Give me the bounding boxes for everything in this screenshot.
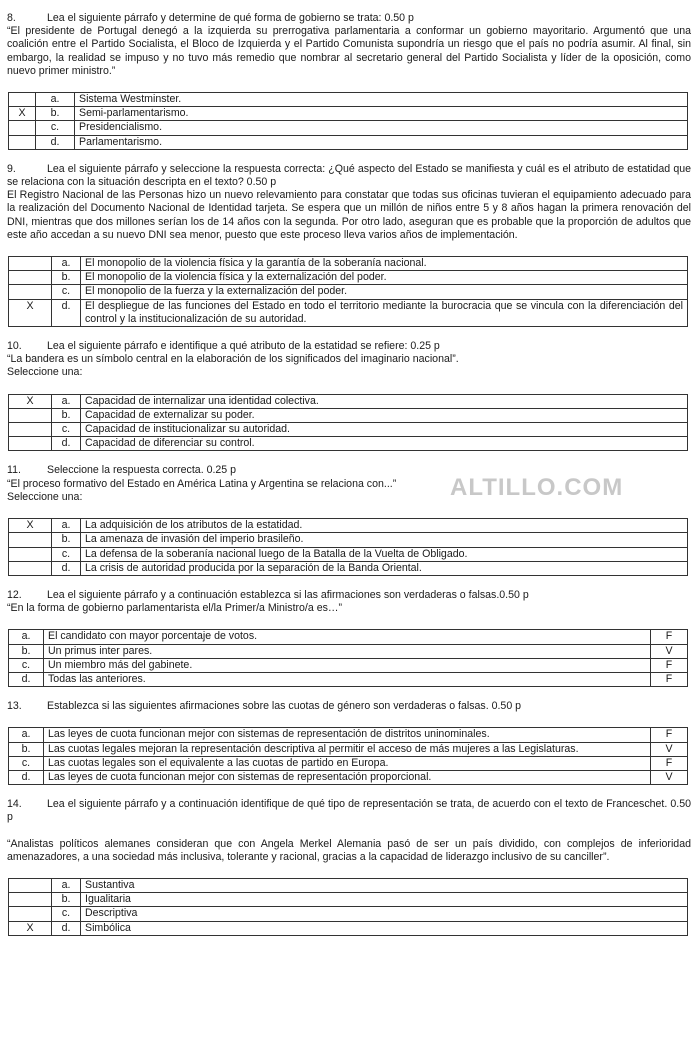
option-row [9, 408, 688, 422]
statement-row [9, 644, 688, 658]
option-row [9, 921, 688, 935]
option-letter: a. [52, 519, 81, 533]
option-row [9, 423, 688, 437]
option-text: Capacidad de diferenciar su control. [81, 437, 688, 451]
answer-mark [9, 408, 52, 422]
statement-row [9, 658, 688, 672]
true-false-mark: V [651, 742, 688, 756]
true-false-mark: V [651, 770, 688, 784]
statement-text: Un primus inter pares. [44, 644, 651, 658]
option-letter: c. [36, 121, 75, 135]
options-table [8, 92, 688, 150]
select-one-label: Seleccione una: [7, 490, 83, 503]
question-12 [7, 589, 691, 687]
answer-mark [9, 135, 36, 149]
answer-mark: X [9, 921, 52, 935]
option-text: La crisis de autoridad producida por la separación de la Banda Oriental. [81, 561, 688, 575]
answer-mark [9, 893, 52, 907]
option-row [9, 394, 688, 408]
option-row [9, 285, 688, 299]
true-false-mark: V [651, 644, 688, 658]
option-text: La defensa de la soberanía nacional luego de la Batalla de la Vuelta de Obligado. [81, 547, 688, 561]
option-text: Semi-parlamentarismo. [75, 107, 688, 121]
statement-row [9, 672, 688, 686]
question-9 [7, 163, 691, 327]
option-row [9, 533, 688, 547]
option-row [9, 519, 688, 533]
true-false-mark: F [651, 728, 688, 742]
option-text: Capacidad de internalizar una identidad colectiva. [81, 394, 688, 408]
statement-row [9, 756, 688, 770]
option-letter: a. [36, 93, 75, 107]
question-9-header [7, 163, 691, 189]
answer-mark [9, 547, 52, 561]
option-row [9, 547, 688, 561]
question-13-header [7, 700, 691, 713]
question-13 [7, 700, 691, 785]
true-false-table [8, 727, 688, 785]
question-prompt: Establezca si las siguientes afirmaciones sobre las cuotas de género son verdaderas o falsas. 0.50 p [47, 700, 522, 713]
statement-text: Las cuotas legales son el equivalente a las cuotas de partido en Europa. [44, 756, 651, 770]
statement-row [9, 770, 688, 784]
question-11-header [7, 464, 691, 477]
statement-row [9, 630, 688, 644]
question-text: “En la forma de gobierno parlamentarista el/la Primer/a Ministro/a es…” [7, 602, 343, 615]
answer-mark [9, 907, 52, 921]
option-text: Parlamentarismo. [75, 135, 688, 149]
answer-mark [9, 93, 36, 107]
statement-letter: b. [9, 644, 44, 658]
question-number: 10. [7, 340, 22, 353]
statement-letter: c. [9, 756, 44, 770]
statement-letter: b. [9, 742, 44, 756]
question-text: “El proceso formativo del Estado en América Latina y Argentina se relaciona con...” [7, 477, 397, 490]
statement-text: Todas las anteriores. [44, 672, 651, 686]
option-row [9, 878, 688, 892]
question-text: “Analistas políticos alemanes consideran que con Angela Merkel Alemania pasó de ser un país dividido, con complejos de inferioridad amenazadores, a una sociedad más inclusiva, tolerante y racional, gracias a la capacidad de liderazgo inclusivo de su canciller”. [7, 837, 691, 863]
option-text: Igualitaria [81, 893, 688, 907]
option-row [9, 107, 688, 121]
answer-mark [9, 271, 52, 285]
question-number: 11. [7, 464, 21, 477]
option-row [9, 121, 688, 135]
answer-mark: X [9, 394, 52, 408]
question-prompt: Lea el siguiente párrafo y seleccione la respuesta correcta: ¿Qué aspecto del Estado se manifiesta y cuál es el atributo de estatidad que se relaciona con la situación descripta en el texto? 0.50 p [7, 162, 691, 189]
option-text: Sistema Westminster. [75, 93, 688, 107]
question-8-header [7, 12, 691, 25]
option-letter: b. [52, 408, 81, 422]
question-prompt: Lea el siguiente párrafo y a continuación establezca si las afirmaciones son verdaderas o falsas.0.50 p [47, 588, 529, 601]
question-12-header [7, 589, 691, 602]
option-letter: d. [52, 561, 81, 575]
true-false-mark: F [651, 658, 688, 672]
answer-mark: X [9, 107, 36, 121]
option-letter: a. [52, 257, 81, 271]
question-11 [7, 464, 691, 575]
option-text: Capacidad de institucionalizar su autoridad. [81, 423, 688, 437]
true-false-table [8, 629, 688, 687]
option-text: La amenaza de invasión del imperio brasileño. [81, 533, 688, 547]
answer-mark [9, 285, 52, 299]
option-letter: b. [36, 107, 75, 121]
select-one-label: Seleccione una: [7, 366, 83, 379]
question-number: 13. [7, 700, 22, 713]
option-row [9, 907, 688, 921]
option-letter: c. [52, 547, 81, 561]
option-letter: d. [36, 135, 75, 149]
question-14-header [7, 798, 691, 824]
answer-mark [9, 878, 52, 892]
option-row [9, 271, 688, 285]
true-false-mark: F [651, 630, 688, 644]
option-letter: c. [52, 423, 81, 437]
true-false-mark: F [651, 672, 688, 686]
question-prompt: Lea el siguiente párrafo e identifique a qué atributo de la estatidad se refiere: 0.25 p [47, 340, 440, 353]
option-letter: d. [52, 299, 81, 326]
statement-letter: a. [9, 630, 44, 644]
question-number: 12. [7, 588, 22, 601]
question-text: “El presidente de Portugal denegó a la izquierda su prerrogativa parlamentaria a conformar un gobierno mayoritario. Argumentó que una coalición entre el Partido Socialista, el Bloco de Izquierda y el Partido Comunista supondría un riesgo que el país no podría asumir. Al final, sin embargo, la realidad se impuso y no tuvo más remedio que nombrar al secretario general del Partido Socialista y líder de la oposición, como nuevo primer ministro.” [7, 25, 691, 77]
question-10 [7, 340, 691, 451]
option-letter: d. [52, 437, 81, 451]
answer-mark: X [9, 519, 52, 533]
option-text: Descriptiva [81, 907, 688, 921]
statement-letter: d. [9, 672, 44, 686]
exam-page [7, 12, 691, 936]
option-letter: b. [52, 533, 81, 547]
options-table [8, 256, 688, 327]
answer-mark [9, 437, 52, 451]
question-prompt: Seleccione la respuesta correcta. 0.25 p [47, 464, 237, 477]
option-letter: c. [52, 285, 81, 299]
option-text: El monopolio de la violencia física y la externalización del poder. [81, 271, 688, 285]
option-row [9, 299, 688, 326]
option-letter: a. [52, 394, 81, 408]
answer-mark: X [9, 299, 52, 326]
option-text: Sustantiva [81, 878, 688, 892]
option-row [9, 437, 688, 451]
question-number: 8. [7, 12, 16, 24]
answer-mark [9, 561, 52, 575]
option-letter: d. [52, 921, 81, 935]
statement-text: Las leyes de cuota funcionan mejor con sistemas de representación de distritos uninominales. [44, 728, 651, 742]
question-prompt: Lea el siguiente párrafo y a continuación identifique de qué tipo de representación se trata, de acuerdo con el texto de Franceschet. 0.50 p [7, 798, 691, 824]
option-row [9, 561, 688, 575]
statement-letter: a. [9, 728, 44, 742]
option-text: El monopolio de la violencia física y la garantía de la soberanía nacional. [81, 257, 688, 271]
question-10-header [7, 340, 691, 353]
option-text: Simbólica [81, 921, 688, 935]
options-table [8, 518, 688, 576]
answer-mark [9, 257, 52, 271]
question-text: “La bandera es un símbolo central en la elaboración de los significados del imaginario nacional”. [7, 353, 459, 366]
question-number: 14. [7, 798, 22, 811]
option-text: Capacidad de externalizar su poder. [81, 408, 688, 422]
statement-text: Las leyes de cuota funcionan mejor con sistemas de representación proporcional. [44, 770, 651, 784]
option-text: Presidencialismo. [75, 121, 688, 135]
option-letter: a. [52, 878, 81, 892]
statement-text: Las cuotas legales mejoran la representación descriptiva al permitir el acceso de más mujeres a las Legislaturas. [44, 742, 651, 756]
option-row [9, 135, 688, 149]
options-table [8, 394, 688, 452]
statement-row [9, 742, 688, 756]
watermark: ALTILLO.COM [450, 474, 624, 501]
answer-mark [9, 121, 36, 135]
option-row [9, 893, 688, 907]
option-text: El monopolio de la fuerza y la externalización del poder. [81, 285, 688, 299]
option-text: La adquisición de los atributos de la estatidad. [81, 519, 688, 533]
statement-row [9, 728, 688, 742]
option-letter: b. [52, 271, 81, 285]
question-prompt: Lea el siguiente párrafo y determine de qué forma de gobierno se trata: 0.50 p [47, 12, 414, 24]
statement-letter: d. [9, 770, 44, 784]
option-letter: b. [52, 893, 81, 907]
option-row [9, 93, 688, 107]
option-row [9, 257, 688, 271]
true-false-mark: F [651, 756, 688, 770]
question-number: 9. [7, 162, 16, 175]
question-8 [7, 12, 691, 150]
answer-mark [9, 533, 52, 547]
statement-letter: c. [9, 658, 44, 672]
answer-mark [9, 423, 52, 437]
statement-text: El candidato con mayor porcentaje de votos. [44, 630, 651, 644]
option-text: El despliegue de las funciones del Estado en todo el territorio mediante la burocracia que se vincula con la diferenciación del control y la institucionalización de su autoridad. [81, 299, 688, 326]
question-text: El Registro Nacional de las Personas hizo un nuevo relevamiento para constatar que todas sus oficinas tuvieran el equipamiento adecuado para la realización del Documento Nacional de Identidad tarjeta. Se espera que un millón de niños entre 5 y 8 años hagan la primera renovación del DNI, mientras que dos millones serían los de 14 años con la segunda. Por otro lado, aseguran que es probable que la proporción de adultos que este año accedan a su nuevo DNI sea menor, puesto que este proceso lleva varios años de implementación. [7, 189, 691, 241]
question-14 [7, 798, 691, 936]
options-table [8, 878, 688, 936]
option-letter: c. [52, 907, 81, 921]
statement-text: Un miembro más del gabinete. [44, 658, 651, 672]
